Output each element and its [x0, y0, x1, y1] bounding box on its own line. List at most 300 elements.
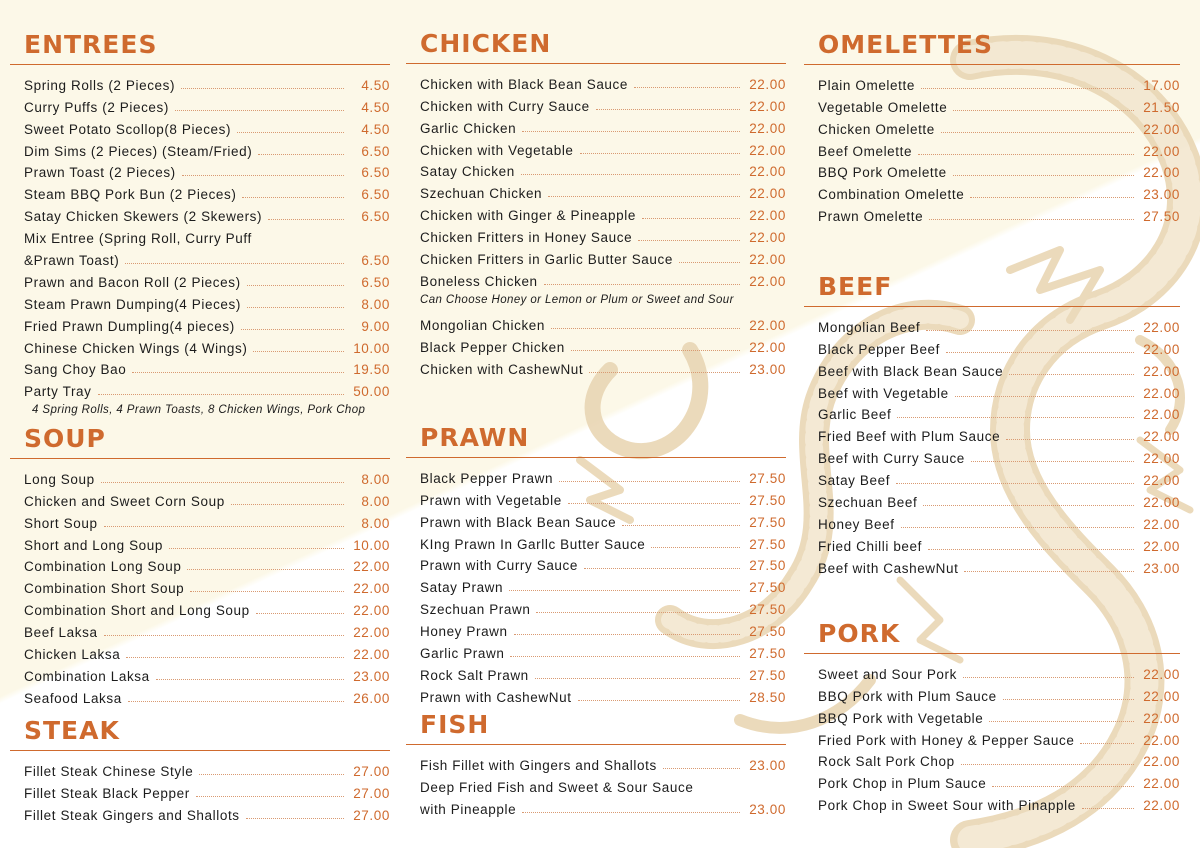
- menu-item: [10, 757, 390, 779]
- menu-item-price: 22.00: [1143, 385, 1180, 401]
- menu-item: [804, 748, 1180, 770]
- dot-leader: [247, 307, 344, 308]
- menu-item: [406, 245, 786, 267]
- menu-item-name: Fish Fillet with Gingers and Shallots: [420, 757, 657, 773]
- dot-leader: [1006, 439, 1134, 440]
- menu-item-price: 22.00: [749, 164, 786, 180]
- menu-item: [406, 114, 786, 136]
- menu-item-price: 6.50: [361, 209, 390, 225]
- menu-item: [406, 179, 786, 201]
- dot-leader: [98, 394, 344, 395]
- dot-leader: [551, 328, 740, 329]
- menu-item-price: 8.00: [361, 493, 390, 509]
- menu-item: [804, 313, 1180, 335]
- dot-leader: [187, 569, 344, 570]
- dot-leader: [522, 812, 740, 813]
- dot-leader: [241, 329, 344, 330]
- menu-item-price: 22.00: [749, 339, 786, 355]
- beef-list: [804, 313, 1180, 576]
- pork-list: [804, 660, 1180, 813]
- menu-item-name: Beef with Black Bean Sauce: [818, 363, 1004, 379]
- menu-item: [10, 268, 390, 290]
- section-rule: [10, 750, 390, 751]
- menu-item-price: 22.00: [1143, 473, 1180, 489]
- menu-item-price: 8.00: [361, 296, 390, 312]
- menu-item: [10, 137, 390, 159]
- menu-item: [406, 355, 786, 377]
- menu-item: [10, 684, 390, 706]
- menu-item-price: 6.50: [361, 274, 390, 290]
- dot-leader: [258, 154, 344, 155]
- menu-item: [804, 444, 1180, 466]
- menu-item-price: 28.50: [749, 689, 786, 705]
- menu-item-name: &Prawn Toast): [24, 253, 120, 269]
- menu-item: [406, 795, 786, 817]
- dot-leader: [169, 548, 344, 549]
- menu-item-name: Steam Prawn Dumping(4 Pieces): [24, 296, 241, 312]
- menu-item-price: 22.00: [353, 559, 390, 575]
- menu-item-name: BBQ Pork with Plum Sauce: [818, 688, 997, 704]
- section-fish: [406, 710, 786, 817]
- menu-item-name: Pork Chop in Sweet Sour with Pinapple: [818, 798, 1076, 814]
- menu-item-name: Chicken Fritters in Garlic Butter Sauce: [420, 252, 673, 268]
- menu-item-name: Curry Puffs (2 Pieces): [24, 99, 169, 115]
- menu-item-name: Deep Fried Fish and Sweet & Sour Sauce: [420, 779, 694, 795]
- menu-item-name: Black Pepper Prawn: [420, 470, 554, 486]
- menu-item: [406, 223, 786, 245]
- menu-item: [804, 115, 1180, 137]
- menu-item-price: 22.00: [749, 252, 786, 268]
- menu-item: [804, 704, 1180, 726]
- menu-item-name: Honey Beef: [818, 516, 895, 532]
- menu-item-name: Combination Short and Long Soup: [24, 603, 250, 619]
- menu-item: [10, 115, 390, 137]
- dot-leader: [622, 525, 740, 526]
- omelettes-list: [804, 71, 1180, 224]
- section-rule: [406, 744, 786, 745]
- menu-item-name: Black Pepper Beef: [818, 341, 941, 357]
- menu-item-price: 50.00: [353, 384, 390, 400]
- fish-list: [406, 751, 786, 817]
- section-rule: [406, 457, 786, 458]
- menu-item-price: 22.00: [1143, 363, 1180, 379]
- dot-leader: [1003, 699, 1134, 700]
- menu-item-price: 19.50: [353, 362, 390, 378]
- menu-item-name: Garlic Beef: [818, 407, 892, 423]
- menu-item-name: Prawn with Black Bean Sauce: [420, 514, 617, 530]
- menu-item: [10, 290, 390, 312]
- menu-item-name: Satay Beef: [818, 473, 891, 489]
- menu-item-name: Garlic Chicken: [420, 120, 517, 136]
- menu-item-name: Short Soup: [24, 515, 98, 531]
- menu-item: [406, 158, 786, 180]
- section-prawn: [406, 423, 786, 705]
- dot-leader: [964, 571, 1134, 572]
- menu-item-price: 22.00: [353, 581, 390, 597]
- menu-item-name: Mongolian Beef: [818, 319, 921, 335]
- section-title-steak: STEAK: [24, 716, 120, 745]
- menu-item-price: 4.50: [361, 121, 390, 137]
- menu-item-price: 22.00: [749, 76, 786, 92]
- menu-item: [10, 574, 390, 596]
- dot-leader: [548, 196, 740, 197]
- menu-item-name: Chinese Chicken Wings (4 Wings): [24, 340, 248, 356]
- menu-item-name: Chicken and Sweet Corn Soup: [24, 493, 225, 509]
- dot-leader: [897, 417, 1134, 418]
- menu-item-price: 23.00: [353, 668, 390, 684]
- menu-item-price: 27.50: [749, 602, 786, 618]
- menu-item: [406, 486, 786, 508]
- menu-item: [804, 422, 1180, 444]
- menu-item-price: 22.00: [1143, 798, 1180, 814]
- section-rule: [804, 306, 1180, 307]
- menu-item-name: Chicken with Black Bean Sauce: [420, 76, 629, 92]
- dot-leader: [638, 240, 740, 241]
- menu-item-name: Party Tray: [24, 384, 92, 400]
- dot-leader: [199, 774, 344, 775]
- menu-item-name: Prawn with Curry Sauce: [420, 558, 579, 574]
- dot-leader: [679, 262, 740, 263]
- menu-item-name: Black Pepper Chicken: [420, 339, 565, 355]
- dot-leader: [196, 796, 344, 797]
- menu-item-price: 27.50: [749, 667, 786, 683]
- menu-item: [804, 791, 1180, 813]
- menu-item: [10, 356, 390, 378]
- dot-leader: [596, 109, 740, 110]
- menu-item: [406, 267, 786, 289]
- steak-list: [10, 757, 390, 823]
- menu-item: [10, 662, 390, 684]
- menu-item: [406, 573, 786, 595]
- section-rule: [10, 458, 390, 459]
- menu-item-name: Boneless Chicken: [420, 273, 538, 289]
- menu-item-name: Garlic Prawn: [420, 646, 505, 662]
- dot-leader: [246, 818, 344, 819]
- menu-item: [804, 510, 1180, 532]
- menu-item: [406, 333, 786, 355]
- dot-leader: [955, 396, 1134, 397]
- menu-item-name: Fried Prawn Dumpling(4 pieces): [24, 318, 235, 334]
- menu-item-name: Sweet Potato Scollop(8 Pieces): [24, 121, 232, 137]
- dot-leader: [535, 678, 740, 679]
- menu-item-name: KIng Prawn In Garllc Butter Sauce: [420, 536, 646, 552]
- menu-item-name: Beef Omelette: [818, 143, 913, 159]
- menu-item: [406, 311, 786, 333]
- menu-item-name: Seafood Laksa: [24, 690, 122, 706]
- menu-item-name: Satay Chicken Skewers (2 Skewers): [24, 209, 263, 225]
- menu-item-price: 27.00: [353, 763, 390, 779]
- menu-item-price: 22.00: [1143, 407, 1180, 423]
- dot-leader: [946, 352, 1134, 353]
- dot-leader: [926, 330, 1134, 331]
- menu-item: [406, 552, 786, 574]
- menu-item: [10, 509, 390, 531]
- dot-leader: [580, 153, 740, 154]
- dot-leader: [104, 526, 344, 527]
- menu-item: [10, 531, 390, 553]
- menu-item-name: Plain Omelette: [818, 77, 915, 93]
- menu-item: [10, 93, 390, 115]
- menu-item: [804, 726, 1180, 748]
- chicken-note: Can Choose Honey or Lemon or Plum or Sweet and Sour: [420, 293, 734, 306]
- dot-leader: [953, 110, 1134, 111]
- dot-leader: [175, 110, 344, 111]
- menu-item-price: 17.00: [1143, 77, 1180, 93]
- dot-leader: [929, 219, 1134, 220]
- menu-item: [10, 312, 390, 334]
- dot-leader: [928, 549, 1134, 550]
- menu-item-price: 22.00: [749, 273, 786, 289]
- menu-item-name: Steam BBQ Pork Bun (2 Pieces): [24, 187, 237, 203]
- dot-leader: [901, 527, 1134, 528]
- menu-item-price: 22.00: [1143, 516, 1180, 532]
- menu-item-price: 22.00: [1143, 538, 1180, 554]
- menu-item-name: Chicken Fritters in Honey Sauce: [420, 230, 633, 246]
- dot-leader: [963, 677, 1134, 678]
- menu-item-price: 22.00: [1143, 688, 1180, 704]
- section-omelettes: [804, 30, 1180, 224]
- section-beef: [804, 272, 1180, 576]
- menu-item: [804, 682, 1180, 704]
- menu-item-price: 27.50: [1143, 209, 1180, 225]
- menu-item-name: BBQ Pork Omelette: [818, 165, 947, 181]
- menu-item-price: 23.00: [749, 361, 786, 377]
- menu-item-name: Fillet Steak Black Pepper: [24, 785, 190, 801]
- menu-item-price: 22.00: [353, 603, 390, 619]
- menu-item-price: 8.00: [361, 515, 390, 531]
- section-title-soup: SOUP: [24, 424, 106, 453]
- dot-leader: [126, 657, 344, 658]
- dot-leader: [182, 175, 344, 176]
- menu-item-name: Vegetable Omelette: [818, 99, 948, 115]
- dot-leader: [578, 700, 740, 701]
- menu-item-name: Satay Prawn: [420, 580, 504, 596]
- menu-item: [804, 159, 1180, 181]
- menu-item-price: 22.00: [1143, 165, 1180, 181]
- menu-item-price: 26.00: [353, 690, 390, 706]
- menu-item-name: Sang Choy Bao: [24, 362, 127, 378]
- menu-item-name: Rock Salt Pork Chop: [818, 754, 955, 770]
- dot-leader: [559, 481, 740, 482]
- menu-item: [804, 357, 1180, 379]
- dot-leader: [918, 154, 1134, 155]
- dot-leader: [101, 482, 344, 483]
- menu-item-name: Chicken with CashewNut: [420, 361, 584, 377]
- menu-item-name: Chicken with Ginger & Pineapple: [420, 208, 636, 224]
- menu-item-price: 27.50: [749, 470, 786, 486]
- menu-item-price: 22.00: [1143, 451, 1180, 467]
- menu-item-name: Chicken Laksa: [24, 647, 121, 663]
- dot-leader: [544, 284, 740, 285]
- menu-item-price: 21.50: [1143, 99, 1180, 115]
- menu-item-price: 22.00: [1143, 732, 1180, 748]
- section-title-fish: FISH: [420, 710, 490, 739]
- menu-item-name: Long Soup: [24, 471, 95, 487]
- menu-item-price: 22.00: [1143, 710, 1180, 726]
- menu-item: [406, 595, 786, 617]
- dot-leader: [237, 132, 344, 133]
- menu-item-name: Prawn and Bacon Roll (2 Pieces): [24, 274, 241, 290]
- menu-item-name: Prawn Toast (2 Pieces): [24, 165, 176, 181]
- menu-item: [406, 530, 786, 552]
- menu-item-price: 22.00: [1143, 754, 1180, 770]
- menu-item-name: Satay Chicken: [420, 164, 515, 180]
- section-title-chicken: CHICKEN: [420, 29, 552, 58]
- section-soup: [10, 424, 390, 706]
- menu-item: [10, 246, 390, 268]
- dot-leader: [634, 87, 740, 88]
- menu-item: [406, 70, 786, 92]
- dot-leader: [268, 219, 344, 220]
- section-title-prawn: PRAWN: [420, 423, 530, 452]
- menu-item-price: 6.50: [361, 143, 390, 159]
- dot-leader: [231, 504, 344, 505]
- menu-item-name: Spring Rolls (2 Pieces): [24, 77, 176, 93]
- menu-item: [804, 769, 1180, 791]
- menu-item: [406, 639, 786, 661]
- menu-item: [804, 660, 1180, 682]
- menu-item-price: 23.00: [1143, 560, 1180, 576]
- dot-leader: [253, 351, 344, 352]
- menu-item-name: Combination Short Soup: [24, 581, 185, 597]
- menu-item-name: Dim Sims (2 Pieces) (Steam/Fried): [24, 143, 253, 159]
- menu-item-price: 27.50: [749, 646, 786, 662]
- menu-item-price: 9.00: [361, 318, 390, 334]
- menu-item: [406, 683, 786, 705]
- dot-leader: [971, 461, 1134, 462]
- menu-item-price: 22.00: [1143, 495, 1180, 511]
- section-rule: [10, 64, 390, 65]
- menu-item: [804, 379, 1180, 401]
- menu-item-price: 4.50: [361, 77, 390, 93]
- menu-item: [10, 801, 390, 823]
- menu-item-price: 22.00: [1143, 341, 1180, 357]
- soup-list: [10, 465, 390, 706]
- menu-item-price: 22.00: [749, 98, 786, 114]
- menu-item-price: 22.00: [1143, 121, 1180, 137]
- dot-leader: [256, 613, 344, 614]
- menu-item-price: 10.00: [353, 340, 390, 356]
- menu-item-price: 22.00: [749, 230, 786, 246]
- menu-item-price: 27.00: [353, 785, 390, 801]
- menu-item-name: Beef with Vegetable: [818, 385, 949, 401]
- menu-item: [804, 137, 1180, 159]
- menu-item-price: 22.00: [749, 317, 786, 333]
- menu-item: [804, 71, 1180, 93]
- menu-item-price: 22.00: [353, 625, 390, 641]
- menu-item: [10, 465, 390, 487]
- dot-leader: [242, 197, 344, 198]
- dot-leader: [568, 503, 740, 504]
- menu-item: [804, 532, 1180, 554]
- dot-leader: [923, 505, 1134, 506]
- menu-item-price: 27.50: [749, 492, 786, 508]
- entrees-list: [10, 71, 390, 399]
- menu-item-price: 22.00: [749, 120, 786, 136]
- menu-item: [10, 596, 390, 618]
- menu-item-price: 22.00: [353, 647, 390, 663]
- menu-item-name: Chicken with Vegetable: [420, 142, 574, 158]
- menu-item: [406, 773, 786, 795]
- dot-leader: [509, 590, 740, 591]
- menu-item: [804, 554, 1180, 576]
- menu-item: [10, 71, 390, 93]
- menu-item-price: 22.00: [1143, 429, 1180, 445]
- section-title-beef: BEEF: [818, 272, 893, 301]
- dot-leader: [921, 88, 1134, 89]
- dot-leader: [896, 483, 1134, 484]
- dot-leader: [247, 285, 344, 286]
- menu-item-price: 23.00: [749, 801, 786, 817]
- dot-leader: [128, 701, 344, 702]
- menu-item-name: Fried Beef with Plum Sauce: [818, 429, 1001, 445]
- menu-item: [406, 661, 786, 683]
- menu-item-price: 23.00: [749, 757, 786, 773]
- menu-item: [10, 487, 390, 509]
- menu-item-name: Combination Long Soup: [24, 559, 182, 575]
- menu-item: [406, 136, 786, 158]
- menu-item-price: 22.00: [749, 208, 786, 224]
- menu-item-name: Szechuan Prawn: [420, 602, 531, 618]
- dot-leader: [522, 131, 740, 132]
- menu-item: [10, 202, 390, 224]
- entrees-note: 4 Spring Rolls, 4 Prawn Toasts, 8 Chicken Wings, Pork Chop: [32, 404, 366, 417]
- section-rule: [804, 64, 1180, 65]
- menu-item-name: Szechuan Beef: [818, 495, 918, 511]
- menu-item-price: 27.50: [749, 558, 786, 574]
- section-pork: [804, 619, 1180, 813]
- dot-leader: [1009, 374, 1134, 375]
- dot-leader: [521, 174, 740, 175]
- menu-item: [10, 779, 390, 801]
- menu-item-name: Fried Chilli beef: [818, 538, 922, 554]
- menu-item: [804, 401, 1180, 423]
- menu-item-name: Combination Laksa: [24, 668, 150, 684]
- menu-item-name: with Pineapple: [420, 801, 517, 817]
- menu-item-price: 22.00: [1143, 776, 1180, 792]
- menu-item-name: Szechuan Chicken: [420, 186, 543, 202]
- menu-item-name: Rock Salt Prawn: [420, 667, 529, 683]
- menu-item-name: Beef with CashewNut: [818, 560, 959, 576]
- menu-item-name: Combination Omelette: [818, 187, 965, 203]
- dot-leader: [571, 350, 740, 351]
- dot-leader: [536, 612, 740, 613]
- menu-item-price: 27.50: [749, 624, 786, 640]
- chicken-list: [406, 70, 786, 289]
- menu-item: [804, 466, 1180, 488]
- dot-leader: [190, 591, 344, 592]
- menu-item-name: Prawn with Vegetable: [420, 492, 562, 508]
- dot-leader: [510, 656, 740, 657]
- menu-item-price: 22.00: [749, 186, 786, 202]
- menu-item: [10, 618, 390, 640]
- menu-item: [406, 201, 786, 223]
- menu-item-price: 4.50: [361, 99, 390, 115]
- menu-item: [406, 751, 786, 773]
- menu-item-name: Chicken Omelette: [818, 121, 935, 137]
- menu-item: [804, 180, 1180, 202]
- menu-item-name: Mix Entree (Spring Roll, Curry Puff: [24, 231, 252, 247]
- section-rule: [804, 653, 1180, 654]
- menu-item-price: 22.00: [1143, 319, 1180, 335]
- dot-leader: [989, 721, 1134, 722]
- prawn-list: [406, 464, 786, 705]
- menu-item-price: 22.00: [1143, 143, 1180, 159]
- menu-item: [804, 335, 1180, 357]
- menu-item-name: Prawn with CashewNut: [420, 689, 572, 705]
- menu-item: [10, 640, 390, 662]
- menu-item: [10, 159, 390, 181]
